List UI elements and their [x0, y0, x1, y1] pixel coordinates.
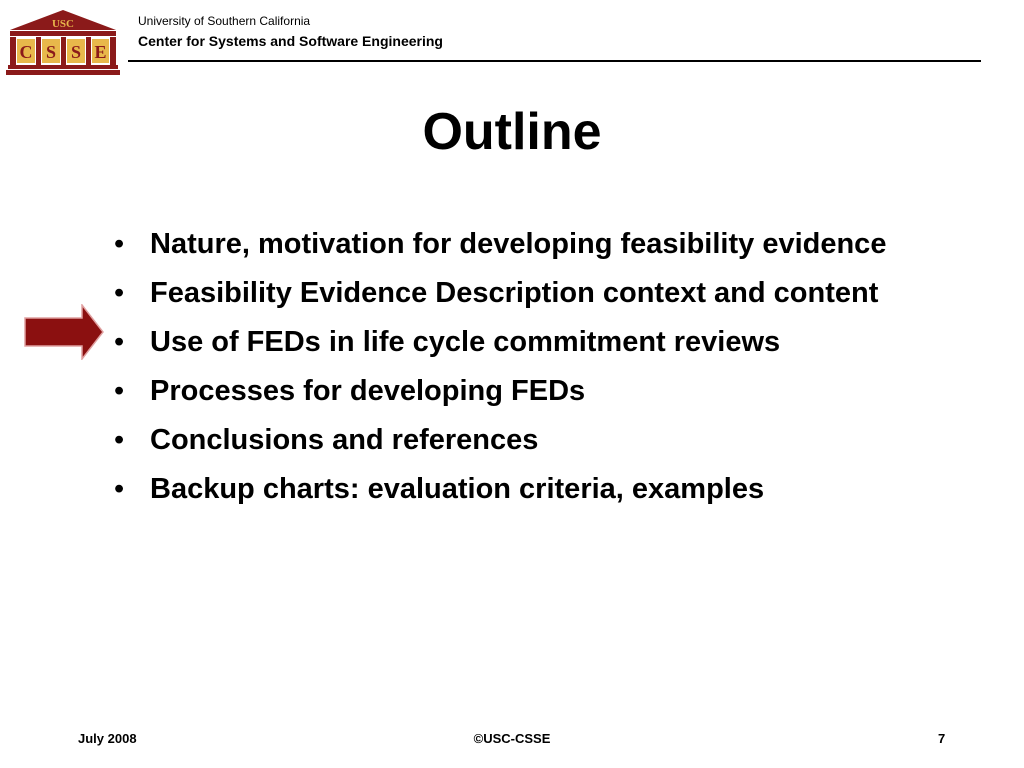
logo-column — [36, 37, 41, 65]
list-item — [110, 322, 900, 363]
logo-column — [61, 37, 66, 65]
header-divider — [128, 60, 981, 62]
list-item-text: Nature, motivation for developing feasibility evidence — [150, 228, 887, 260]
list-item — [110, 469, 900, 510]
bullet-dot-icon: • — [114, 424, 125, 456]
organization-name: University of Southern California — [138, 14, 311, 28]
logo-column — [10, 37, 16, 65]
logo-column — [110, 37, 116, 65]
slide-title: Outline — [422, 103, 602, 161]
list-item — [110, 371, 900, 412]
bullet-dot-icon: • — [114, 228, 125, 260]
bullet-dot-icon: • — [114, 473, 125, 505]
logo-letter: S — [45, 42, 57, 62]
logo-column — [86, 37, 91, 65]
page-number: 7 — [938, 731, 946, 746]
logo-step — [6, 70, 120, 75]
right-arrow-shape — [25, 305, 103, 359]
list-item — [110, 273, 900, 314]
usc-csse-logo — [6, 8, 120, 76]
logo-usc-text: USC — [51, 18, 75, 30]
logo-architrave — [10, 31, 116, 36]
logo-letter: C — [19, 42, 33, 62]
list-item-text: Processes for developing FEDs — [150, 375, 586, 407]
bullet-dot-icon: • — [114, 277, 125, 309]
list-item-text: Backup charts: evaluation criteria, examples — [150, 473, 765, 505]
list-item — [110, 420, 900, 461]
bullet-dot-icon: • — [114, 375, 125, 407]
list-item — [110, 224, 900, 265]
logo-letter: S — [70, 42, 82, 62]
logo-letter: E — [94, 42, 107, 62]
list-item-text: Use of FEDs in life cycle commitment reviews — [150, 326, 781, 358]
outline-list — [110, 224, 900, 518]
footer-date: July 2008 — [78, 731, 137, 746]
usc-csse-logo-graphic — [6, 8, 120, 76]
center-name: Center for Systems and Software Engineering — [138, 33, 443, 49]
bullet-dot-icon: • — [114, 326, 125, 358]
list-item-text: Feasibility Evidence Description context and content — [150, 277, 879, 309]
list-item-text: Conclusions and references — [150, 424, 539, 456]
right-arrow-icon — [24, 304, 104, 360]
footer-copyright: ©USC-CSSE — [473, 731, 551, 746]
logo-step — [8, 65, 118, 69]
